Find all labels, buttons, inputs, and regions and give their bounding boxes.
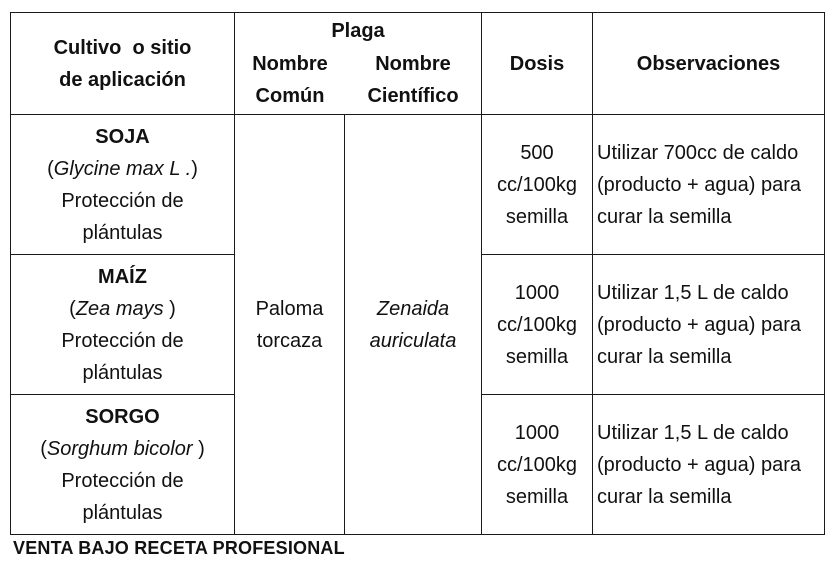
crop-scientific	[11, 433, 234, 465]
paren-close: )	[163, 297, 176, 320]
crop-scientific-name: Sorghum bicolor	[46, 437, 193, 460]
observation-cell	[593, 115, 825, 255]
plaga-cientifico-cell	[345, 115, 482, 535]
observation-line3: curar la semilla	[597, 345, 732, 368]
plaga-cientifico-line1: Zenaida	[376, 297, 450, 320]
header-cultivo-line2: de aplicación	[59, 68, 186, 91]
header-row	[11, 13, 825, 115]
header-plaga	[235, 13, 482, 115]
observation-line2: (producto + agua) para	[597, 173, 802, 196]
observation-cell	[593, 395, 825, 535]
crop-scientific	[11, 293, 234, 325]
observation-line2: (producto + agua) para	[597, 313, 802, 336]
paren-open: (	[40, 437, 47, 460]
dose-unit: cc/100kg	[496, 313, 578, 336]
crop-purpose-line2: plántulas	[82, 221, 163, 244]
paren-open: (	[69, 297, 76, 320]
observation-line3: curar la semilla	[597, 485, 732, 508]
header-cultivo	[11, 13, 235, 115]
plaga-cientifico-line2: auriculata	[369, 329, 457, 352]
dose-value: 500	[520, 141, 554, 164]
header-nombre-cientifico	[345, 48, 481, 114]
header-nombre-cientifico-line1: Nombre	[375, 52, 451, 75]
crop-purpose-line1: Protección de	[61, 329, 184, 352]
crop-purpose-line1: Protección de	[61, 469, 184, 492]
crop-scientific-name: Zea mays	[75, 297, 164, 320]
prescription-notice: VENTA BAJO RECETA PROFESIONAL	[13, 538, 345, 558]
crop-scientific-name: Glycine max L .	[53, 157, 192, 180]
table-row	[11, 115, 825, 255]
dose-cell	[482, 395, 593, 535]
paren-open: (	[47, 157, 54, 180]
header-nombre-comun	[235, 48, 345, 114]
header-cultivo-line1: Cultivo o sitio	[53, 36, 192, 59]
paren-close: )	[192, 437, 205, 460]
observation-cell	[593, 255, 825, 395]
dose-target: semilla	[505, 345, 569, 368]
application-table	[10, 12, 825, 535]
crop-purpose-line1: Protección de	[61, 189, 184, 212]
dose-unit: cc/100kg	[496, 173, 578, 196]
plaga-comun-line1: Paloma	[255, 297, 324, 320]
observation-line1: Utilizar 700cc de caldo	[597, 141, 799, 164]
dose-cell	[482, 255, 593, 395]
plaga-comun-cell	[235, 115, 345, 535]
dose-target: semilla	[505, 205, 569, 228]
crop-cell	[11, 115, 235, 255]
crop-name: SOJA	[95, 125, 150, 148]
crop-cell	[11, 395, 235, 535]
observation-line3: curar la semilla	[597, 205, 732, 228]
crop-scientific	[11, 153, 234, 185]
header-nombre-cientifico-line2: Científico	[367, 84, 459, 107]
dose-cell	[482, 115, 593, 255]
crop-purpose-line2: plántulas	[82, 361, 163, 384]
header-nombre-comun-line1: Nombre	[252, 52, 328, 75]
crop-purpose-line2: plántulas	[82, 501, 163, 524]
observation-line1: Utilizar 1,5 L de caldo	[597, 421, 789, 444]
observation-line1: Utilizar 1,5 L de caldo	[597, 281, 789, 304]
header-nombre-comun-line2: Común	[255, 84, 325, 107]
observation-line2: (producto + agua) para	[597, 453, 802, 476]
dose-target: semilla	[505, 485, 569, 508]
dose-value: 1000	[514, 421, 560, 444]
dose-value: 1000	[514, 281, 560, 304]
paren-close: )	[191, 157, 198, 180]
header-plaga-title: Plaga	[331, 19, 385, 42]
header-dosis: Dosis	[482, 13, 593, 115]
plaga-comun-line2: torcaza	[256, 329, 323, 352]
crop-cell	[11, 255, 235, 395]
dose-unit: cc/100kg	[496, 453, 578, 476]
crop-name: MAÍZ	[98, 265, 147, 288]
crop-name: SORGO	[85, 405, 160, 428]
header-observaciones: Observaciones	[593, 13, 825, 115]
